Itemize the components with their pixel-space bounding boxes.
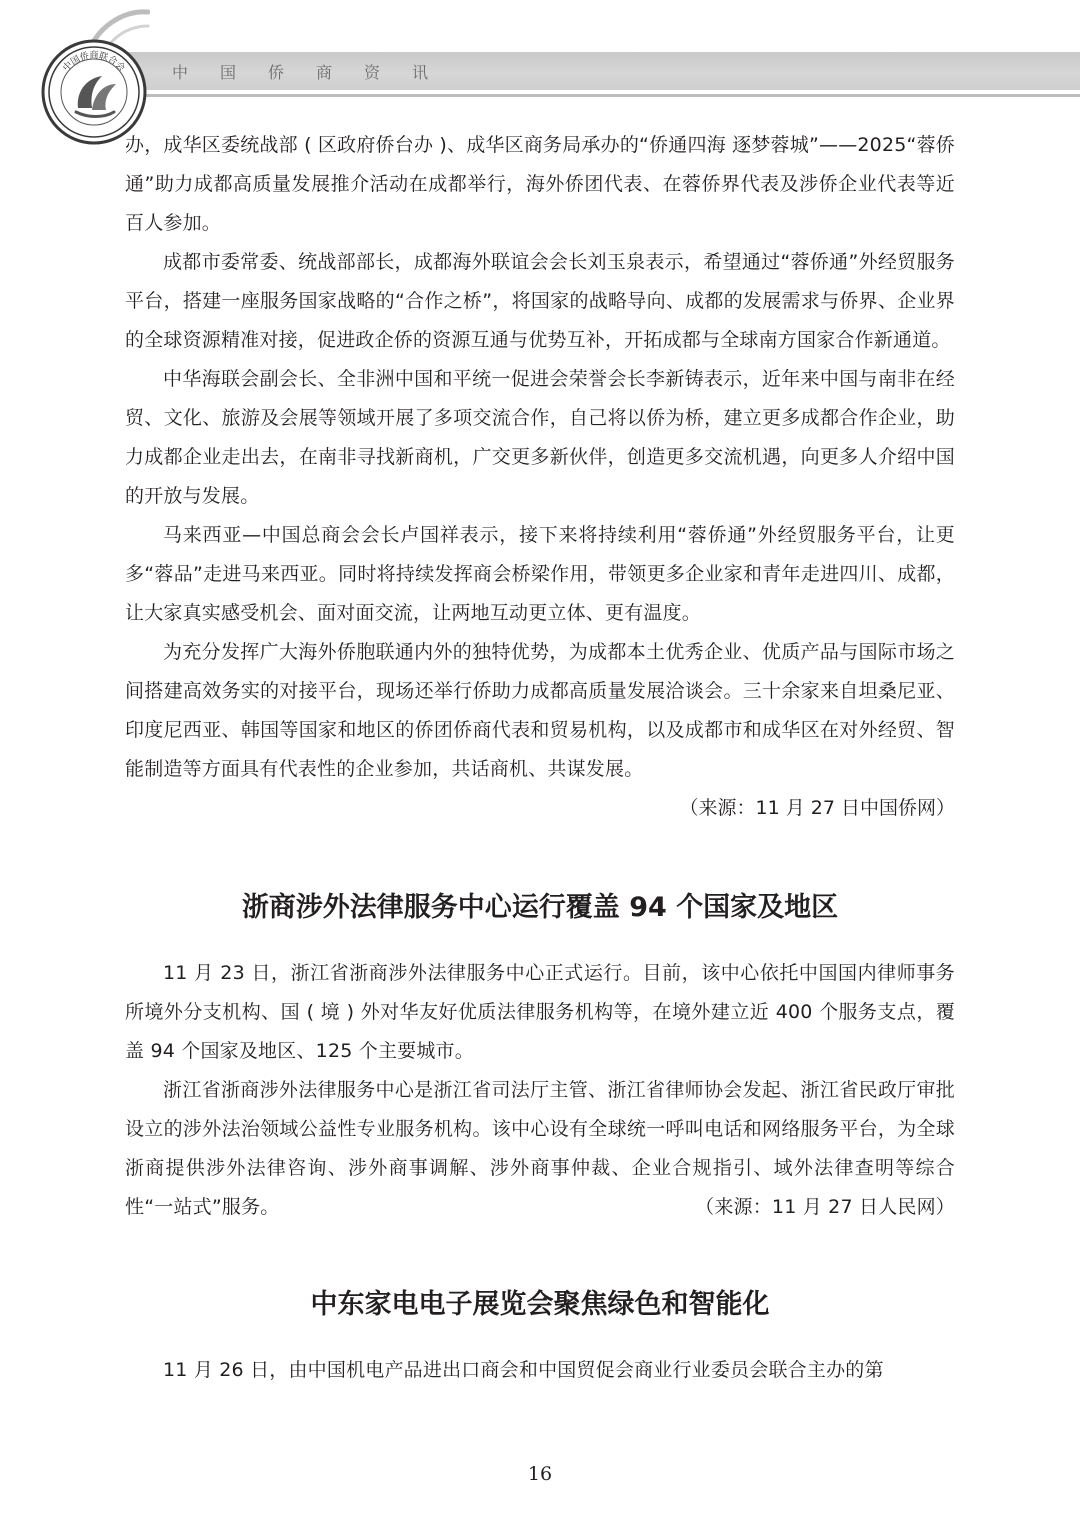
- article2-paragraph: [125, 1071, 955, 1227]
- page-number: 16: [527, 1463, 553, 1485]
- article3-paragraph: 11 月 26 日，由中国机电产品进出口商会和中国贸促会商业行业委员会联合主办的第: [163, 1359, 884, 1381]
- logo-text: 中国侨商联合会: [61, 51, 127, 74]
- header-divider: [130, 94, 1080, 97]
- article1-paragraph: 中华海联会副会长、全非洲中国和平统一促进会荣誉会长李新铸表示，近年来中国与南非在经贸、文化、旅游及会展等领域开展了多项交流合作，自己将以侨为桥，建立更多成都合作企业，助力成都企业走出去，在南非寻找新商机，广交更多新伙伴，创造更多交流机遇，向更多人介绍中国的开放与发展。: [125, 368, 955, 507]
- page-content: [125, 126, 955, 1390]
- article2-paragraph-text: 浙江省浙商涉外法律服务中心是浙江省司法厅主管、浙江省律师协会发起、浙江省民政厅审批设立的涉外法治领域公益性专业服务机构。该中心设有全球统一呼叫电话和网络服务平台，为全球浙商提供涉外法律咨询、涉外商事调解、涉外商事仲裁、企业合规指引、域外法律查明等综合性“一站式”服务。: [125, 1079, 955, 1218]
- article1-paragraph: 成都市委常委、统战部部长，成都海外联谊会会长刘玉泉表示，希望通过“蓉侨通”外经贸服务平台，搭建一座服务国家战略的“合作之桥”，将国家的战略导向、成都的发展需求与侨界、企业界的全球资源精准对接，促进政企侨的资源互通与优势互补，开拓成都与全球南方国家合作新通道。: [125, 251, 955, 351]
- article1-source: （来源：11 月 27 日中国侨网）: [679, 797, 955, 819]
- article2-title: 浙商涉外法律服务中心运行覆盖 94 个国家及地区: [241, 892, 839, 923]
- article1-paragraph: 为充分发挥广大海外侨胞联通内外的独特优势，为成都本土优秀企业、优质产品与国际市场之间搭建高效务实的对接平台，现场还举行侨助力成都高质量发展洽谈会。三十余家来自坦桑尼亚、印度尼西亚、韩国等国家和地区的侨团侨商代表和贸易机构，以及成都市和成华区在对外经贸、智能制造等方面具有代表性的企业参加，共话商机、共谋发展。: [125, 641, 955, 780]
- article1-paragraph: 马来西亚—中国总商会会长卢国祥表示，接下来将持续利用“蓉侨通”外经贸服务平台，让更多“蓉品”走进马来西亚。同时将持续发挥商会桥梁作用，带领更多企业家和青年走进四川、成都，让大家真实感受机会、面对面交流，让两地互动更立体、更有温度。: [125, 524, 955, 624]
- article2-source: （来源：11 月 27 日人民网）: [695, 1196, 955, 1218]
- header-title: 中国侨商资讯: [172, 63, 461, 82]
- article1-paragraph: 办，成华区委统战部 ( 区政府侨台办 )、成华区商务局承办的“侨通四海 逐梦蓉城”——2025“蓉侨通”助力成都高质量发展推介活动在成都举行，海外侨团代表、在蓉侨界代表及涉侨企业代表等近百人参加。: [125, 134, 955, 234]
- article2-paragraph: 11 月 23 日，浙江省浙商涉外法律服务中心正式运行。目前，该中心依托中国国内律师事务所境外分支机构、国 ( 境 ) 外对华友好优质法律服务机构等，在境外建立近 400 个服务支点，覆盖 94 个国家及地区、125 个主要城市。: [125, 962, 955, 1062]
- article3-title: 中东家电电子展览会聚焦绿色和智能化: [310, 1289, 770, 1320]
